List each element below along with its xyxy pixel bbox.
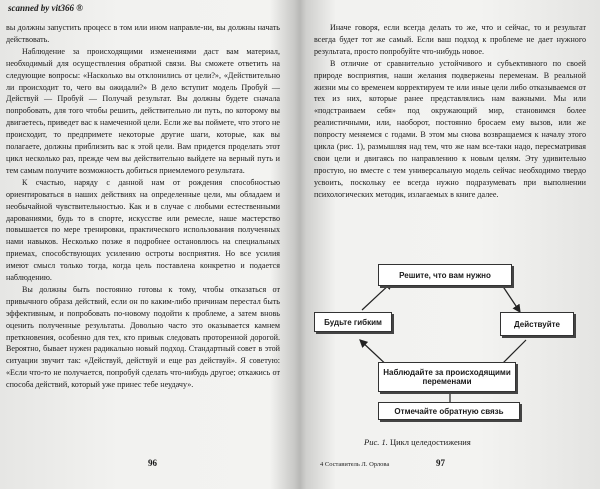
box-flexible: Будьте гибким: [314, 312, 392, 332]
footer-note: 4 Составитель Л. Орлова: [320, 461, 390, 468]
right-paragraph: Иначе говоря, если всегда делать то же, что и сейчас, то и результат всегда будет тот же самый. Если ваш подход к проблеме не дает нужного результата, просто попробуйте что-нибудь новое.: [314, 23, 586, 56]
left-page-number: 96: [148, 458, 157, 468]
right-paragraph: В отличие от сравнительно устойчивого и субъективного по своей природе восприятия, наши желания подвержены переменам. В реальной жизни мы со временем корректируем те или иные цели либо отказываемся от тех из них, которые ранее представлялись нам важными. Мы или «подстраиваем себя» под окружающий мир, становимся более реалистичными, или, наоборот, постоянно бросаем ему вызов, или же попросту меняемся с годами. В этом мы снова возвращаемся к началу этого цикла (рис. 1), размышляя над тем, что же нам все-таки надо, пересматривая свои цели и двигаясь по направлению к новым целям. Эту удивительно простую, но вместе с тем универсальную модель сейчас необходимо твердо усвоить, поскольку ее всегда нужно подразумевать при выполнении психологических методик, излагаемых в книге далее.: [314, 58, 586, 199]
box-feedback: Отмечайте обратную связь: [378, 402, 520, 420]
arrow-flexible-to-decide: [362, 282, 392, 310]
left-page-text: [6, 22, 280, 391]
box-decide: Решите, что вам нужно: [378, 264, 512, 286]
left-paragraph: вы должны запустить процесс в том или ином направле-ни, вы должны начать действовать.: [6, 23, 280, 44]
arrow-decide-to-act: [500, 282, 520, 312]
left-paragraph: К счастью, наряду с данной нам от рождения способностью ориентироваться в наших действиях на определенные цели, мы обладаем и необычайной чувствительностью. Как и в случае с любыми естественными дарованиями, будь то в спорте, искусстве или ремесле, наше мастерство повышается по мере тренировки, практического использования полученных нами навыков. Несколько позже я подробнее остановлюсь на специальных приемах, способствующих усилению остроты восприятия. Но все усилия имеют смысл только тогда, когда цель поставлена конкретно и подается наблюдению.: [6, 177, 280, 283]
box-act: Действуйте: [500, 312, 574, 336]
right-page-text: [314, 22, 586, 201]
left-paragraph: Вы должны быть постоянно готовы к тому, чтобы отказаться от привычного образа действий, если он по каким-либо причинам перестал быть эффективным, и попробовать по-новому подойти к проблеме, а затем вновь оценить полученные результаты. Довольно часто это оказывается камнем преткновения, особенно для тех, кто привык следовать проторенной дорогой. Вероятно, бывает нужен радикально новый подход. Стандартный совет в этой ситуации звучит так: «Действуй, действуй и еще раз действуй». Я советую: «Если что-то не получается, попробуй сделать что-нибудь другое; откажись от способа действий, который уже принес тебе неудачу».: [6, 284, 280, 390]
goal-cycle-diagram: [314, 252, 586, 422]
caption-prefix: Рис. 1.: [364, 437, 388, 447]
box-observe: Наблюдайте за происходящими переменами: [378, 362, 516, 392]
figure-caption: [364, 437, 471, 447]
caption-text: Цикл целедостижения: [389, 437, 471, 447]
left-paragraph: Наблюдение за происходящими изменениями даст вам материал, необходимый для осуществления обратной связи. Вы сможете ответить на следующие вопросы: «Насколько вы отклонились от цели?», «Действительно ли происходит то, чего вы ожидали?» В дело вступит модель Пробуй — Действуй — Пробуй — Получай результат. Вы должны будете сначала попробовать, для того чтобы решить, действительно ли путь, по которому вы двигаетесь, приведет вас к намеченной цели. Если же вы поймете, что этого не происходит, то предпримете некоторые другие шаги, которые, как вы полагаете, должны приблизить вас к этой цели. Вам придется проделать этот цикл несколько раз, прежде чем вы действительно выйдете на верный путь и тем самым получите возможность добиться приемлемого результата.: [6, 46, 280, 175]
right-page-number: 97: [436, 458, 445, 468]
scanned-stamp: scanned by vit366 ®: [8, 3, 83, 13]
